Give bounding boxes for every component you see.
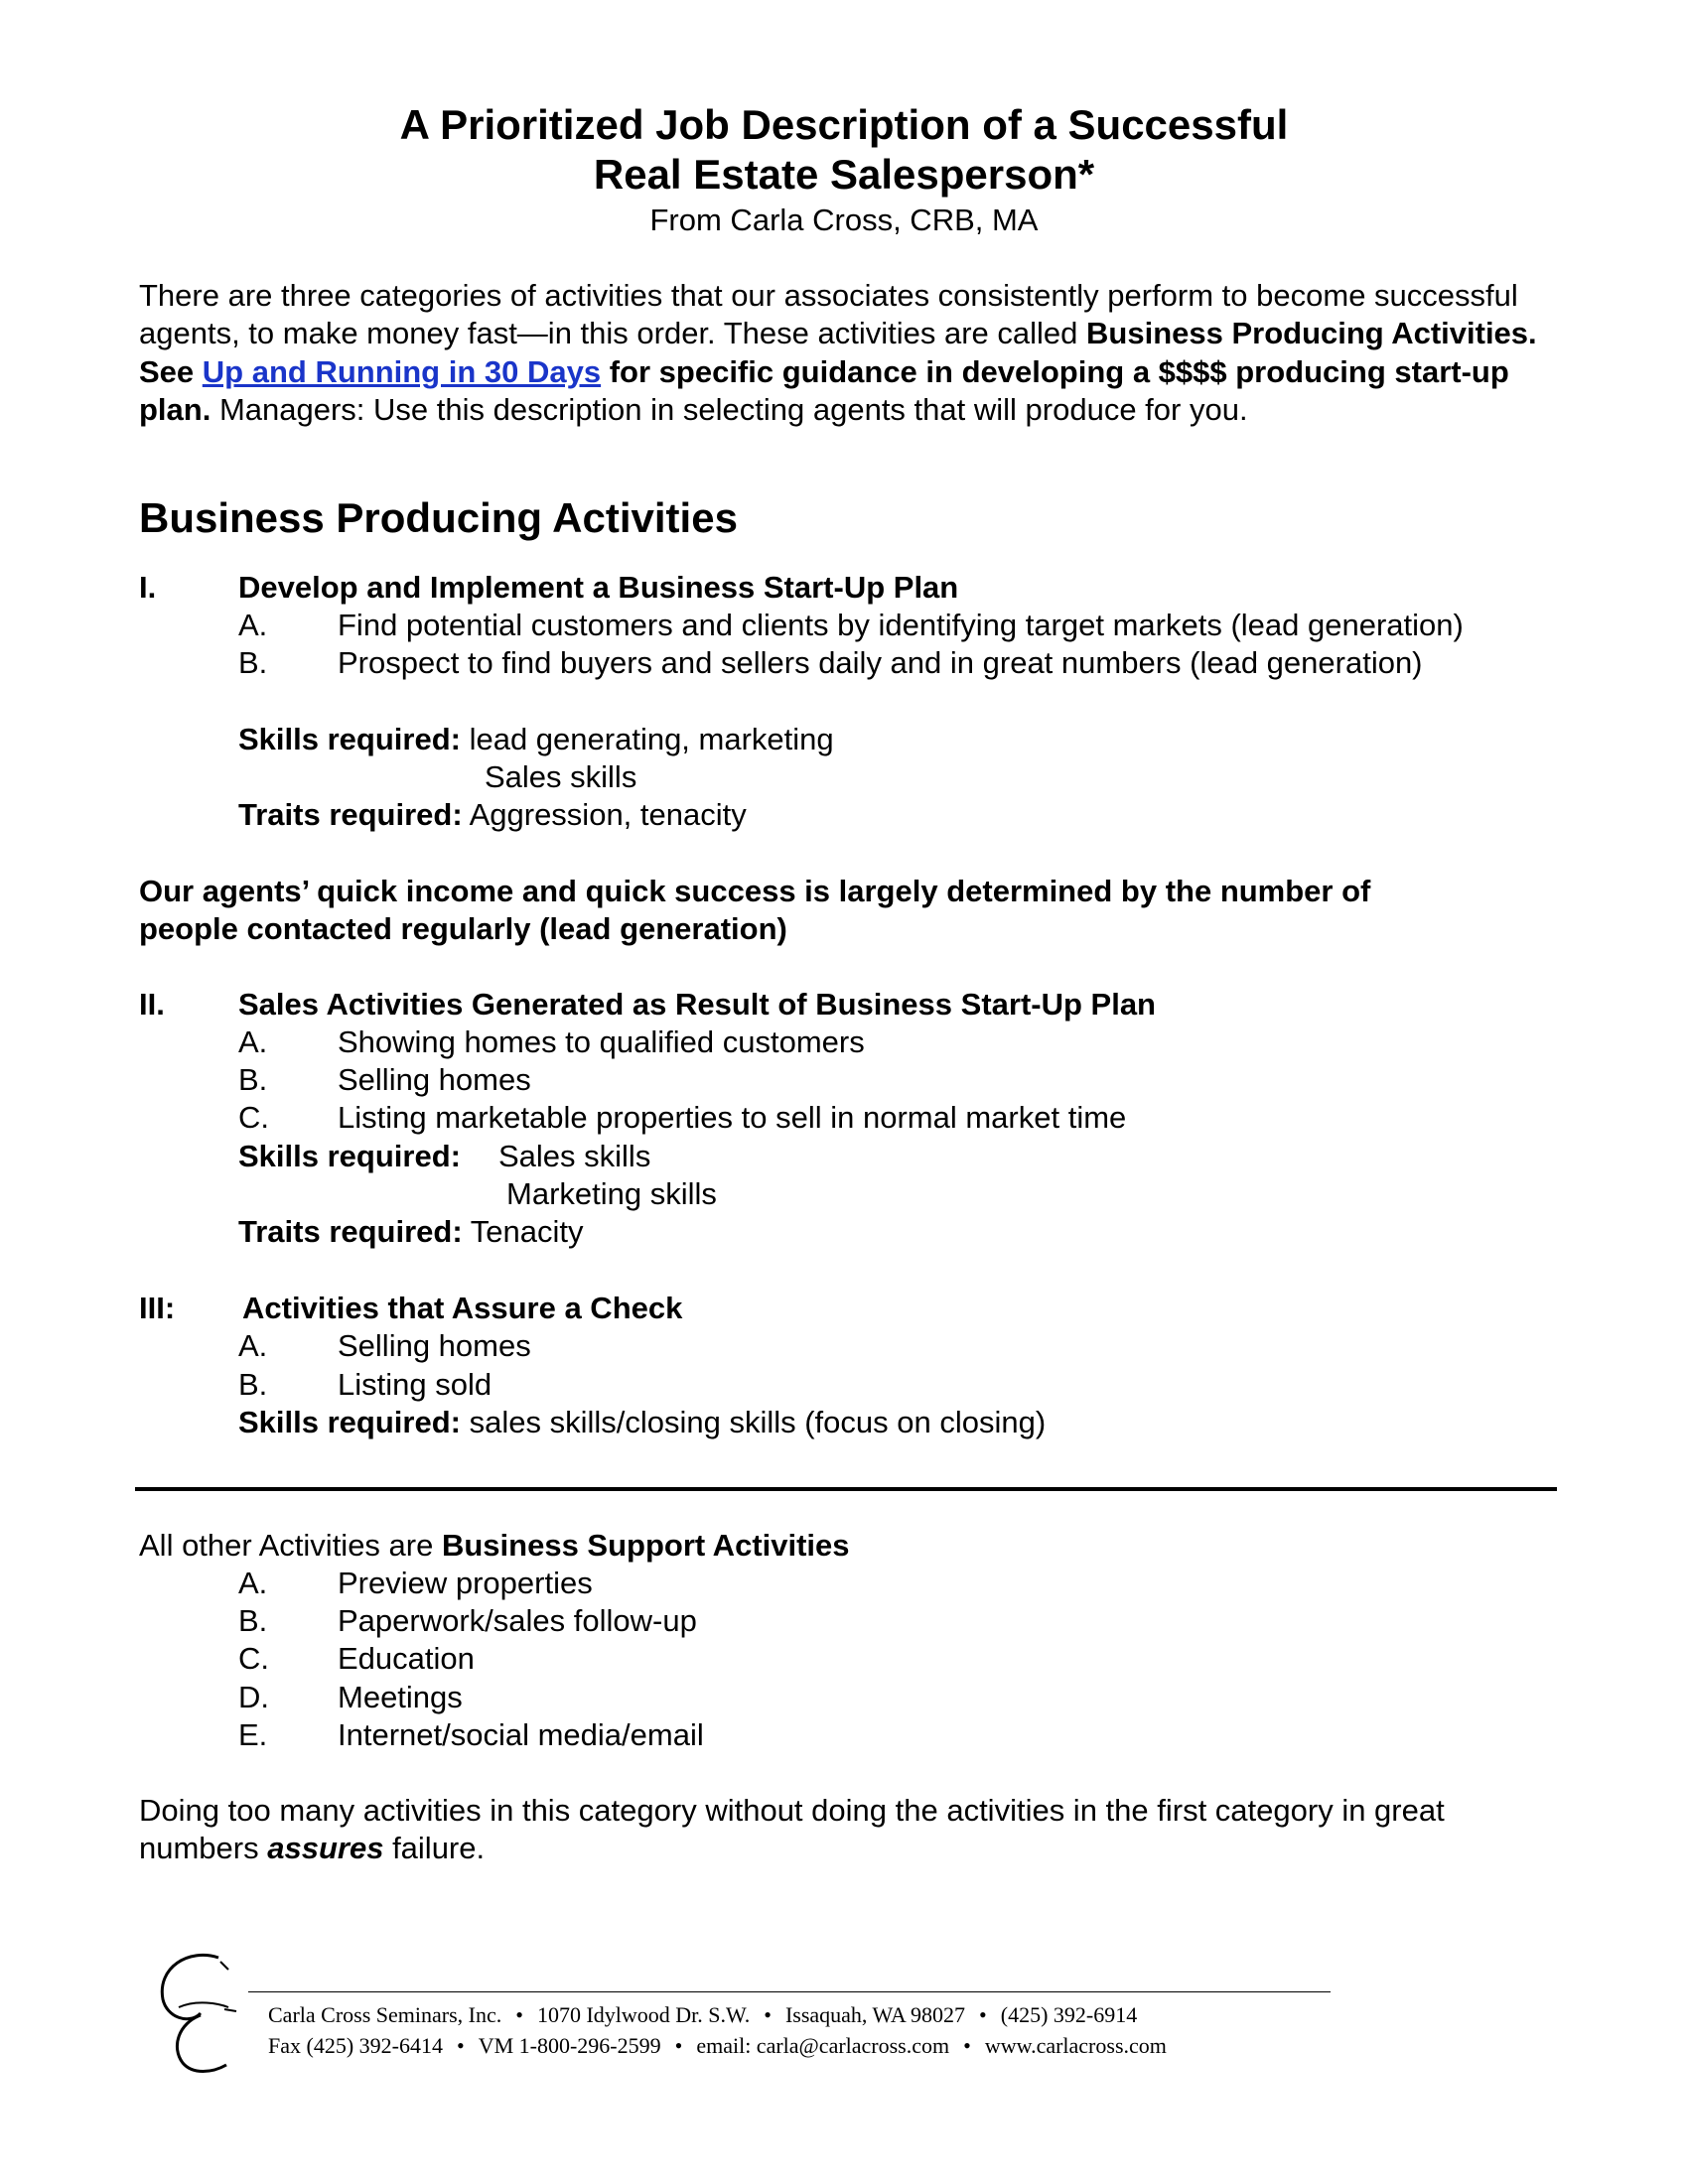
- carla-cross-logo: [149, 1948, 258, 2077]
- section-2-numeral: II.: [139, 987, 165, 1022]
- section-2-skills-value-1: Sales skills: [498, 1139, 651, 1173]
- intro-bold-1: Business Producing Activities. See: [139, 316, 1537, 389]
- intro-paragraph: [139, 277, 1569, 430]
- footer-website[interactable]: www.carlacross.com: [984, 2033, 1167, 2058]
- section-2-item-a: Showing homes to qualified customers: [338, 1024, 865, 1059]
- section-2-traits: [238, 1213, 583, 1251]
- section-2-item-c: Listing marketable properties to sell in normal market time: [338, 1100, 1127, 1135]
- footer-bullet-4: •: [456, 2033, 465, 2058]
- footer-fax: Fax (425) 392-6414: [268, 2033, 443, 2058]
- support-item-d-letter: D.: [238, 1680, 269, 1714]
- section-1-traits: [238, 796, 747, 834]
- closing-line-2: [139, 1830, 485, 1867]
- closing-line-1: Doing too many activities in this category without doing the activities in the first category in great: [139, 1793, 1445, 1828]
- footer-bullet-2: •: [764, 2002, 772, 2027]
- intro-bold-2: for specific guidance in developing a $$$$ producing start-up plan.: [139, 353, 1509, 428]
- footer-bullet-5: •: [674, 2033, 683, 2058]
- section-3-numeral: III:: [139, 1291, 176, 1325]
- footer-rule: [248, 1991, 1331, 1992]
- support-item-b: Paperwork/sales follow-up: [338, 1603, 697, 1638]
- footer-bullet-6: •: [963, 2033, 971, 2058]
- section-2-skills-value-2: Marketing skills: [506, 1176, 717, 1211]
- support-item-e-letter: E.: [238, 1717, 268, 1752]
- support-item-b-letter: B.: [238, 1603, 268, 1638]
- support-intro-text: All other Activities are: [139, 1528, 442, 1563]
- section-divider: [135, 1487, 1557, 1491]
- callout-line-2: people contacted regularly (lead generation): [139, 911, 787, 946]
- support-item-c: Education: [338, 1641, 475, 1676]
- section-3-item-a-letter: A.: [238, 1328, 268, 1363]
- section-3-item-b-letter: B.: [238, 1367, 268, 1402]
- section-3-skills: [238, 1404, 1046, 1441]
- section-1-traits-value: Aggression, tenacity: [462, 797, 747, 832]
- section-2-item-c-letter: C.: [238, 1100, 269, 1135]
- footer-line-1: [268, 2001, 1137, 2029]
- footer-email[interactable]: email: carla@carlacross.com: [696, 2033, 950, 2058]
- footer-bullet-1: •: [515, 2002, 523, 2027]
- closing-emphasis: assures: [267, 1831, 384, 1865]
- section-1-item-b: Prospect to find buyers and sellers daily and in great numbers (lead generation): [338, 645, 1423, 680]
- section-1-skills-value-2: Sales skills: [485, 759, 637, 794]
- up-and-running-link[interactable]: Up and Running in 30 Days: [202, 353, 602, 389]
- document-byline: From Carla Cross, CRB, MA: [649, 203, 1039, 237]
- section-1-item-b-letter: B.: [238, 645, 268, 680]
- document-title-line-1: A Prioritized Job Description of a Successful: [399, 101, 1289, 148]
- footer-phone: (425) 392-6914: [1000, 2002, 1138, 2027]
- section-1-skills-value-1: lead generating, marketing: [460, 722, 834, 756]
- section-2-traits-value: Tenacity: [462, 1214, 584, 1249]
- section-1-numeral: I.: [139, 570, 157, 605]
- section-1-skills: [238, 721, 834, 758]
- intro-text-1: There are three categories of activities that our associates consistently perform to become successful agents, to make money fast—in this order. These activities are called: [139, 278, 1518, 351]
- support-intro-bold: Business Support Activities: [441, 1528, 850, 1563]
- support-item-a: Preview properties: [338, 1566, 593, 1600]
- support-item-e: Internet/social media/email: [338, 1717, 704, 1752]
- footer-company: Carla Cross Seminars, Inc.: [268, 2002, 502, 2027]
- support-item-a-letter: A.: [238, 1566, 268, 1600]
- footer-city: Issaquah, WA 98027: [784, 2002, 966, 2027]
- section-1-heading: Develop and Implement a Business Start-Up Plan: [238, 570, 959, 605]
- section-3-skills-label: Skills required:: [238, 1405, 461, 1439]
- section-1-traits-label: Traits required:: [238, 797, 463, 832]
- footer-vm: VM 1-800-296-2599: [478, 2033, 661, 2058]
- section-2-item-a-letter: A.: [238, 1024, 268, 1059]
- support-item-c-letter: C.: [238, 1641, 269, 1676]
- document-title-line-2: Real Estate Salesperson*: [593, 151, 1095, 198]
- section-1-item-a: Find potential customers and clients by identifying target markets (lead generation): [338, 608, 1464, 642]
- footer-line-2: [268, 2032, 1167, 2060]
- intro-text-2: Managers: Use this description in selecting agents that will produce for you.: [211, 392, 1248, 428]
- section-2-item-b-letter: B.: [238, 1062, 268, 1097]
- section-2-heading: Sales Activities Generated as Result of Business Start-Up Plan: [238, 987, 1156, 1022]
- closing-text-start: numbers: [139, 1831, 268, 1865]
- section-1-skills-label: Skills required:: [238, 722, 461, 756]
- callout-line-1: Our agents’ quick income and quick success is largely determined by the number of: [139, 874, 1371, 908]
- section-3-item-a: Selling homes: [338, 1328, 531, 1363]
- section-2-skills-label: Skills required:: [238, 1139, 461, 1173]
- section-2-traits-label: Traits required:: [238, 1214, 463, 1249]
- footer-bullet-3: •: [979, 2002, 987, 2027]
- footer-address: 1070 Idylwood Dr. S.W.: [536, 2002, 751, 2027]
- section-3-skills-value: sales skills/closing skills (focus on closing): [460, 1405, 1047, 1439]
- closing-text-end: failure.: [383, 1831, 486, 1865]
- support-item-d: Meetings: [338, 1680, 463, 1714]
- support-intro: [139, 1527, 850, 1565]
- section-heading: Business Producing Activities: [139, 494, 738, 541]
- section-3-heading: Activities that Assure a Check: [242, 1291, 683, 1325]
- section-2-item-b: Selling homes: [338, 1062, 531, 1097]
- section-1-item-a-letter: A.: [238, 608, 268, 642]
- section-3-item-b: Listing sold: [338, 1367, 492, 1402]
